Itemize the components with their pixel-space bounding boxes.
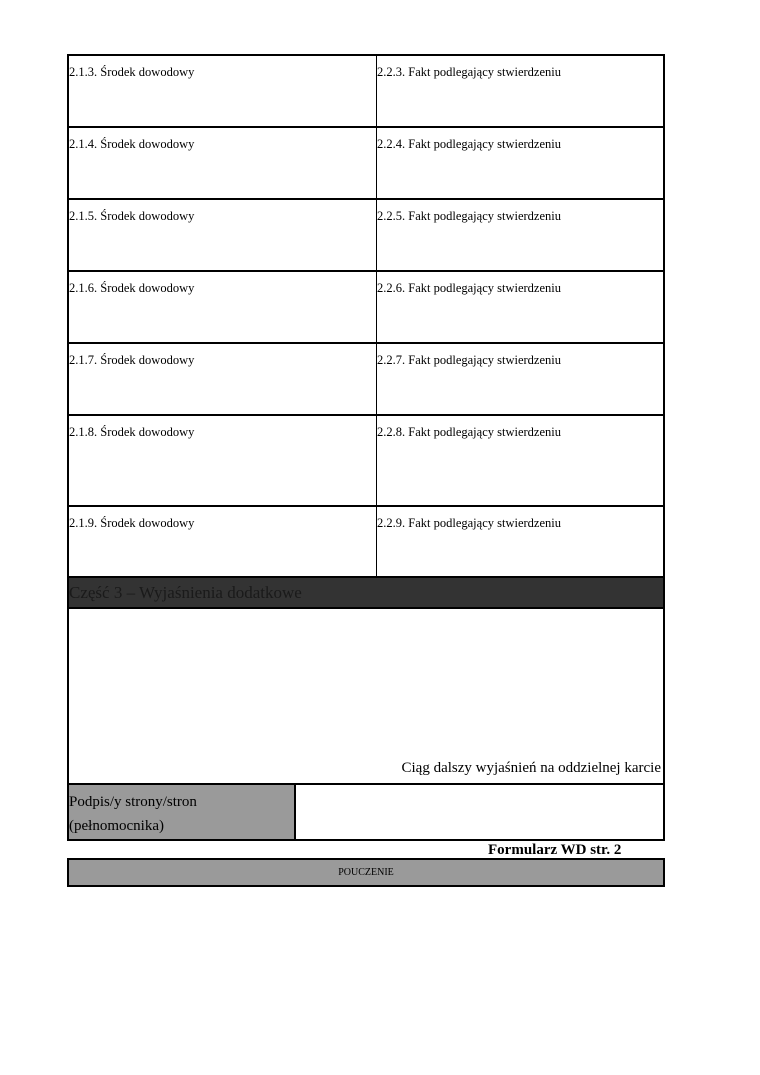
evidence-row [69,414,663,505]
evidence-row [69,342,663,414]
fact-label: 2.2.8. Fakt podlegający stwierdzeniu [377,425,561,439]
evidence-means-label: 2.1.5. Środek dowodowy [69,209,195,223]
fact-label: 2.2.6. Fakt podlegający stwierdzeniu [377,281,561,295]
evidence-row [69,126,663,198]
section-3-title: Część 3 – Wyjaśnienia dodatkowe [69,583,302,602]
notice-label: POUCZENIE [338,867,394,878]
evidence-row [69,270,663,342]
signature-row [67,783,665,841]
evidence-means-field[interactable] [69,344,377,414]
signature-label-line-2: (pełnomocnika) [69,818,164,834]
evidence-means-label: 2.1.8. Środek dowodowy [69,425,195,439]
fact-to-establish-field[interactable] [377,344,663,414]
notice-header [67,858,665,887]
fact-label: 2.2.5. Fakt podlegający stwierdzeniu [377,209,561,223]
fact-to-establish-field[interactable] [377,272,663,342]
fact-to-establish-field[interactable] [377,507,663,576]
fact-label: 2.2.4. Fakt podlegający stwierdzeniu [377,137,561,151]
evidence-means-field[interactable] [69,128,377,198]
evidence-means-field[interactable] [69,416,377,505]
signature-label [69,785,296,839]
evidence-means-field[interactable] [69,507,377,576]
evidence-means-label: 2.1.4. Środek dowodowy [69,137,195,151]
fact-label: 2.2.9. Fakt podlegający stwierdzeniu [377,516,561,530]
evidence-means-label: 2.1.9. Środek dowodowy [69,516,195,530]
continuation-note: Ciąg dalszy wyjaśnień na oddzielnej karcie [401,760,661,776]
section-3-header [67,576,665,609]
evidence-means-field[interactable] [69,272,377,342]
evidence-means-label: 2.1.3. Środek dowodowy [69,65,195,79]
fact-to-establish-field[interactable] [377,128,663,198]
fact-to-establish-field[interactable] [377,200,663,270]
evidence-means-label: 2.1.6. Środek dowodowy [69,281,195,295]
signature-label-line-1: Podpis/y strony/stron [69,794,197,810]
additional-explanations-field[interactable] [67,607,665,785]
fact-to-establish-field[interactable] [377,56,663,126]
evidence-means-field[interactable] [69,200,377,270]
fact-to-establish-field[interactable] [377,416,663,505]
evidence-row [69,198,663,270]
evidence-means-field[interactable] [69,56,377,126]
fact-label: 2.2.3. Fakt podlegający stwierdzeniu [377,65,561,79]
evidence-row [69,505,663,576]
fact-label: 2.2.7. Fakt podlegający stwierdzeniu [377,353,561,367]
form-page-id: Formularz WD str. 2 [488,842,622,858]
evidence-table [67,54,665,578]
evidence-row [69,56,663,126]
signature-field[interactable] [296,785,663,839]
evidence-means-label: 2.1.7. Środek dowodowy [69,353,195,367]
